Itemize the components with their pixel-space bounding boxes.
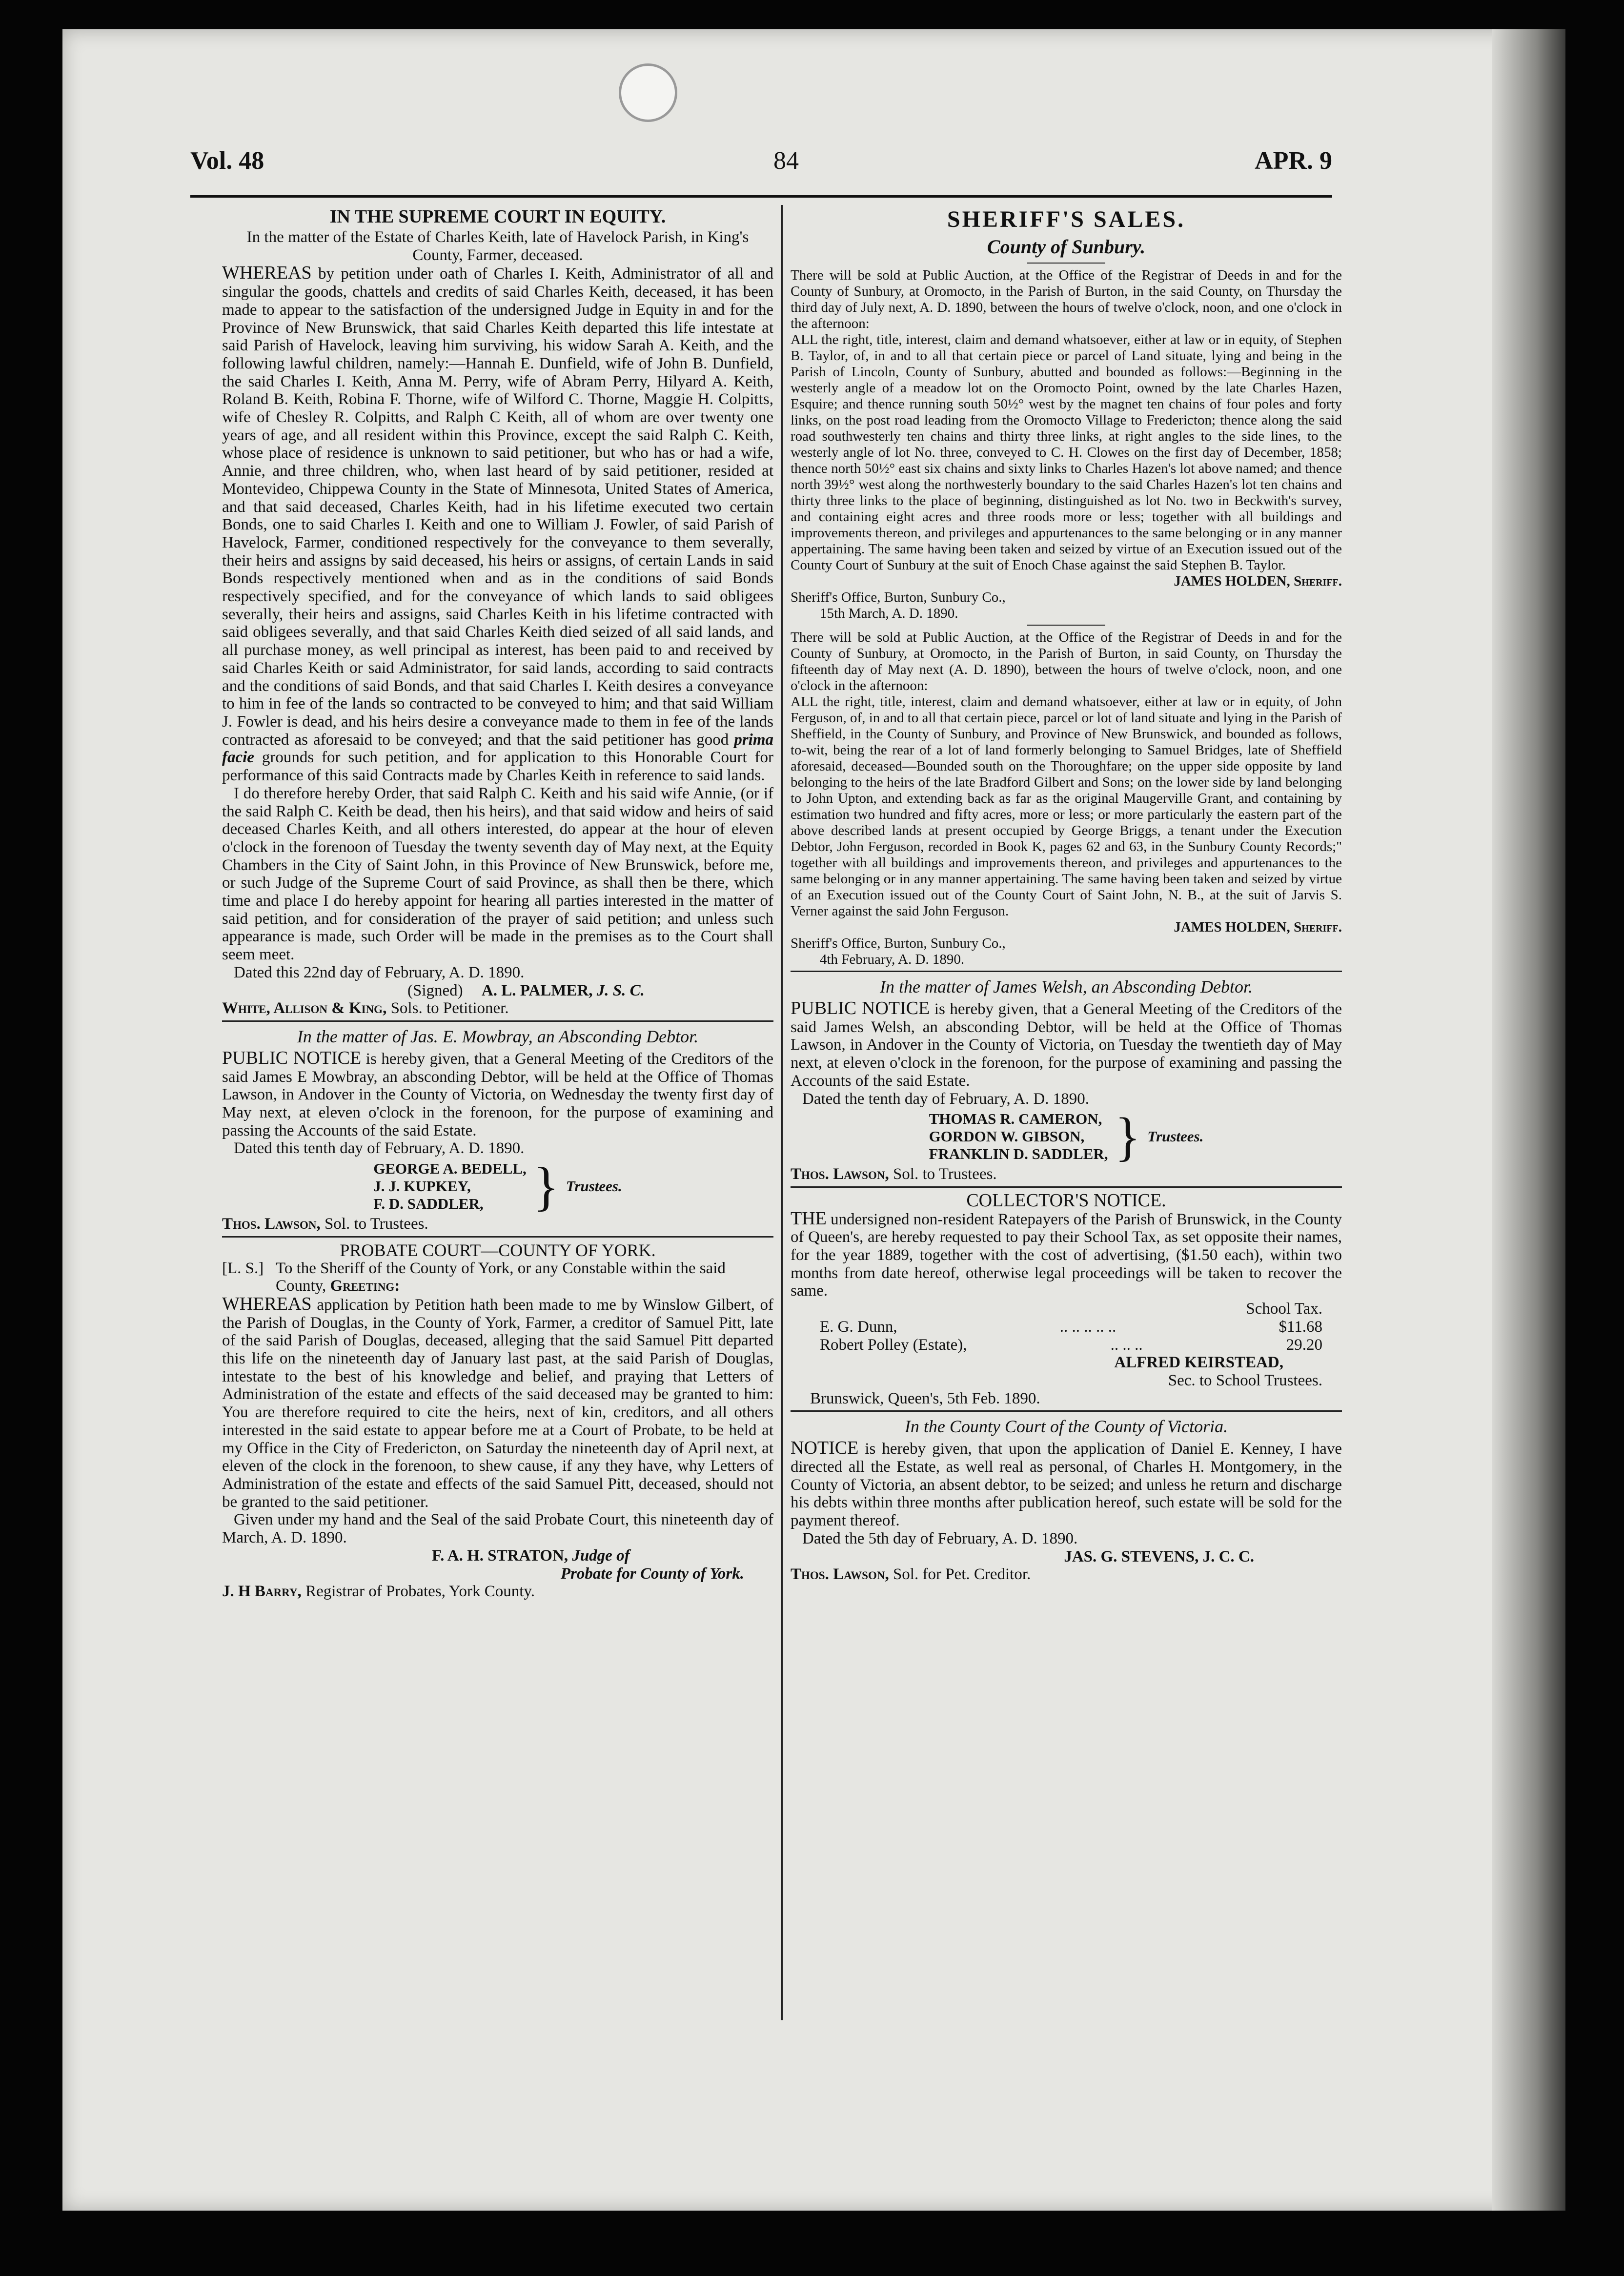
collector-notice (791, 1192, 1342, 1407)
victoria-notice (791, 1416, 1342, 1584)
mowbray-title: In the matter of Jas. E. Mowbray, an Absconding Debtor. (297, 1026, 699, 1046)
binding-hole (619, 63, 677, 122)
page-edge-shadow (1492, 29, 1565, 2211)
probate-registrar: J. H Barry, Registrar of Probates, York County. (222, 1583, 535, 1601)
tax-header: School Tax. (1246, 1300, 1322, 1318)
equity-title: IN THE SUPREME COURT IN EQUITY. (329, 206, 666, 227)
probate-body: WHEREAS application by Petition hath been made to me by Winslow Gilbert, of the Parish of Douglas, in the County of York, Farmer, a creditor of Samuel Pitt, late of the said Parish of Douglas, deceased, alleging that the said Samuel Pitt departed this life on the nineteenth day of January last past, at the said Parish of Douglas, intestate to the best of his knowledge and belief, and praying that Letters of Administration of the estate and effects of the said deceased may be granted to him: You are therefore required to cite the heirs, next of kin, creditors, and all others interested in the said estate to appear before me at a Court of Probate, to be held at my Office in the City of Fredericton, on Saturday the nineteenth day of April next, at eleven of the clock in the forenoon, to shew cause, if any they have, why Letters of Administration of the estate and effects of the said Samuel Pitt, deceased, should not be granted to the said petitioner. (222, 1293, 773, 1511)
mowbray-notice (222, 1026, 773, 1233)
mowbray-trustees: GEORGE A. BEDELL, J. J. KUPKEY, F. D. SADDLER, } Trustees. (373, 1157, 622, 1217)
county-heading: County of Sunbury. (987, 236, 1146, 258)
equity-body: WHEREAS by petition under oath of Charles I. Keith, Administrator of all and singular the goods, chattels and credits of said Charles Keith, deceased, it has been made to appear to the satisfaction of the undersigned Judge in Equity in and for the Province of New Brunswick, that said Charles Keith departed this life intestate at said Parish of Havelock, leaving him surviving, his widow Sarah A. Keith, and the following lawful children, namely:—Hannah E. Dunfield, wife of John B. Dunfield, the said Charles I. Keith, Anna M. Perry, wife of Abram Perry, Hilyard A. Keith, Roland B. Keith, Robina F. Thorne, wife of Wilford C. Thorne, Maggie H. Colpitts, wife of Chesley R. Colpitts, and Ralph C Keith, all of whom are over twenty one years of age, and all resident within this Province, except the said Ralph C. Keith, whose place of residence is unknown to said petitioner, but who has or had a wife, Annie, and three children, who, when last heard of by said petitioner, resided at Montevideo, Chippewa County in the State of Minnesota, United States of America, and that said deceased, Charles Keith, had in his lifetime executed two certain Bonds, one to said Charles I. Keith and one to William J. Fowler, of said Parish of Havelock, Farmer, conditioned respectively for the conveyance to them severally, their heirs and assigns by said deceased, his heirs or assigns, of certain Lands in said Bonds respectively mentioned when and as in the conditions of said Bonds respectively specified, and for the conveyance of which lands to said obligees severally, their heirs and assigns, said Charles Keith in his lifetime contracted with said obligees severally, and that said Charles Keith died seized of all said lands, and all purchase money, as well principal as interest, has been paid to and received by said Charles Keith or said Administrator, for said lands, according to said contracts and the conditions of said Bonds, and that said Charles I. Keith desires a conveyance to him in fee of the lands so contracted to be conveyed to him; and that said William J. Fowler is dead, and his heirs desire a conveyance made to them in fee of the lands contracted as aforesaid to be conveyed; and that the said petitioner has good prima facie grounds for such petition, and for application to this Honorable Court for performance of this said Contracts made by Charles Keith in reference to said lands. (222, 263, 773, 785)
divider (791, 1410, 1342, 1412)
sale2-office: Sheriff's Office, Burton, Sunbury Co., (791, 935, 1006, 951)
sale1-office: Sheriff's Office, Burton, Sunbury Co., (791, 589, 1006, 605)
victoria-title: In the County Court of the County of Victoria. (904, 1417, 1228, 1437)
tax-row: Robert Polley (Estate), .. .. .. 29.20 (820, 1336, 1322, 1354)
page-header (190, 146, 1332, 190)
equity-dated: Dated this 22nd day of February, A. D. 1890. (234, 963, 525, 981)
equity-lead: WHEREAS (222, 263, 312, 284)
probate-title: PROBATE COURT—COUNTY OF YORK. (340, 1240, 656, 1260)
mowbray-solicitor: Thos. Lawson, Sol. to Trustees. (222, 1215, 428, 1233)
brace-glyph: } (533, 1157, 559, 1217)
collector-place-date: Brunswick, Queen's, 5th Feb. 1890. (810, 1389, 1040, 1407)
column-divider (781, 205, 783, 2020)
victoria-dated: Dated the 5th day of February, A. D. 1890. (802, 1529, 1078, 1547)
victoria-solicitor: Thos. Lawson, Sol. for Pet. Creditor. (791, 1565, 1031, 1584)
equity-solicitors: White, Allison & King, Sols. to Petitioner. (222, 999, 509, 1017)
mowbray-dated: Dated this tenth day of February, A. D. 1890. (234, 1139, 525, 1158)
sale1-body: ALL the right, title, interest, claim and demand whatsoever, either at law or in equity, of Stephen B. Taylor, of, in and to all that certain piece or parcel of Land situate, lying and being in the Parish of Lincoln, County of Sunbury, abutted and bounded as follows:—Beginning in the westerly angle of a meadow lot on the Oromocto Point, owned by the late Charles Hazen, Esquire; and thence running south 50½° west by the magnet ten chains of four poles and forty links, on the post road leading from the Oromocto Village to Fredericton; thence along the said road southwesterly ten chains and thirty three links, at right angles to the side lines, to the westerly angle of lot No. three, conveyed to C. H. Clowes on the first day of December, 1858; thence north 50½° east six chains and sixty links to Charles Hazen's lot above named; and thence north 39½° west along the northwesterly boundary to the said Charles Hazen's lot ten chains and thirty three links to the place of beginning, distinguished as lot No. two in Beckwith's survey, and containing eight acres and three roods more or less; together with all buildings and improvements thereon, and privileges and appurtenances to the same belonging or in any manner appertaining. The same having been taken and seized by virtue of an Execution issued out of the County Court of Sunbury at the suit of Enoch Chase against the said Stephen B. Taylor. (791, 332, 1342, 573)
brace-glyph: } (1115, 1107, 1141, 1167)
probate-judge: F. A. H. STRATON, Judge of (432, 1546, 630, 1565)
divider (222, 1020, 773, 1022)
welsh-title: In the matter of James Welsh, an Absconding Debtor. (880, 977, 1253, 996)
probate-notice: PROBATE COURT—COUNTY OF YORK. [L. S.] To the Sheriff of the County of York, or any Constable within the said County, Greeting: WHEREAS application by Petition hath been made to me by Winslow Gilbert, of the Parish of Douglas, in the County of York, Farmer, a creditor of Samuel Pitt, late of the said Parish of Douglas, deceased, alleging that the said Samuel Pitt departed this life on the nineteenth day of January last past, at the said Parish of Douglas, intestate to the best of his knowledge and belief, and praying that Letters of Administration of the estate and effects of the said deceased may be granted to him: You are therefore required to cite the heirs, next of kin, creditors, and all others interested in the said estate to appear before me at a Court of Probate, to be held at my Office in the City of Fredericton, on Saturday the nineteenth day of April next, at eleven of the clock in the forenoon, to shew cause, if any they have, why Letters of Administration of the estate and effects of the said Samuel Pitt, deceased, should not be granted to the said petitioner. Given under my hand and the Seal of the said Probate Court, this nineteenth day of March, A. D. 1890. F. A. H. STRATON, Judge of Probate for County of York. J. H Barry, Registrar of Probates, York County. (222, 1240, 773, 1601)
probate-address: [L. S.] To the Sheriff of the County of York, or any Constable within the said County, Greeting: (222, 1259, 726, 1295)
equity-subtitle: In the matter of the Estate of Charles Keith, late of Havelock Parish, in King's County, Farmer, deceased. (246, 228, 749, 264)
equity-signature: (Signed) A. L. PALMER, J. S. C. (407, 981, 645, 999)
divider (791, 1186, 1342, 1188)
collector-title: COLLECTOR'S NOTICE. (966, 1190, 1166, 1211)
collector-role: Sec. to School Trustees. (1168, 1371, 1322, 1389)
collector-signer: ALFRED KEIRSTEAD, (1114, 1354, 1283, 1372)
issue-date: APR. 9 (1255, 147, 1332, 175)
right-column (791, 205, 1342, 2020)
sale2-body: ALL the right, title, interest, claim and demand whatsoever, either at law or in equity, of John Ferguson, of, in and to all that certain piece, parcel or lot of land situate and lying in the Parish of Sheffield, in the County of Sunbury, and Province of New Brunswick, and bounded as follows, to-wit, being the rear of a lot of land formerly belonging to Samuel Bridges, late of Sheffield aforesaid, deceased—Bounded south on the Thoroughfare; on the upper side opposite by land belonging to the heirs of the late Bradford Gilbert and Sons; on the lower side by land belonging to John Upton, and extending back as far as the original Maugerville Grant, and containing by estimation two hundred and fifty acres, more or less; or more particularly the eastern part of the above described lands at present occupied by George Briggs, a tenant under the Execution Debtor, John Ferguson, recorded in Book K, pages 62 and 63, in the Sunbury County Records;" together with all buildings and improvements thereon, and privileges and appurtenances to the same belonging or in any manner appertaining. The same having been taken and seized by virtue of an Execution issued out of the County Court of Saint John, N. B., at the suit of Jarvis S. Verner against the said John Ferguson. (791, 694, 1342, 919)
equity-order: I do therefore hereby Order, that said Ralph C. Keith and his said wife Annie, (or if the said Ralph C. Keith be dead, then his heirs), and that said widow and heirs of said deceased Charles Keith, and all others interested, do appear at the hour of eleven o'clock in the forenoon of Tuesday the twenty seventh day of May next, at the Equity Chambers in the City of Saint John, in this Province of New Brunswick, before me, or such Judge of the Supreme Court of said Province, as shall then be there, which time and place I do hereby appoint for hearing all parties interested in the matter of said petition, and for consideration of the prayer of said petition; and unless such appearance is made, such Order will be made in the premises as to the Court shall seem meet. (222, 784, 773, 964)
probate-given: Given under my hand and the Seal of the said Probate Court, this nineteenth day of March, A. D. 1890. (222, 1511, 773, 1547)
sale2-intro: There will be sold at Public Auction, at the Office of the Registrar of Deeds in and for the County of Sunbury, at Oromocto, in the Parish of Burton, in said County, on Thursday the fifteenth day of May next (A. D. 1890), between the hours of twelve o'clock, noon, and one o'clock in the afternoon: (791, 630, 1342, 693)
welsh-solicitor: Thos. Lawson, Sol. to Trustees. (791, 1165, 997, 1183)
left-column (222, 205, 773, 2020)
header-rule (190, 195, 1332, 198)
welsh-notice (791, 976, 1342, 1183)
volume-label: Vol. 48 (190, 147, 264, 175)
collector-body: THE undersigned non-resident Ratepayers of the Parish of Brunswick, in the County of Queen's, are hereby requested to pay their School Tax, as set opposite their names, for the year 1889, together with the cost of advertising, ($1.50 each), within two months from date hereof, otherwise legal proceedings will be taken to recover the same. (791, 1208, 1342, 1300)
sheriff-sales (791, 205, 1342, 968)
welsh-trustees: THOMAS R. CAMERON, GORDON W. GIBSON, FRANKLIN D. SADDLER, } Trustees. (929, 1107, 1204, 1167)
equity-notice (222, 205, 773, 1017)
divider (222, 1236, 773, 1238)
tax-row: E. G. Dunn, .. .. .. .. .. $11.68 (820, 1318, 1322, 1336)
sale1-intro: There will be sold at Public Auction, at the Office of the Registrar of Deeds in and for the County of Sunbury, at Oromocto, in the Parish of Burton, in the said County, on Thursday the third day of July next, A. D. 1890, between the hours of twelve o'clock, noon, and one o'clock in the afternoon: (791, 267, 1342, 331)
sheriff-title: SHERIFF'S SALES. (947, 206, 1186, 232)
mowbray-body: PUBLIC NOTICE is hereby given, that a General Meeting of the Creditors of the said James E Mowbray, an absconding Debtor, will be held at the Office of Thomas Lawson, in Andover in the County of Victoria, on Wednesday the twenty first day of May next, at eleven o'clock in the forenoon, for the purpose of examining and passing the Accounts of the said Estate. (222, 1047, 773, 1139)
victoria-body: NOTICE is hereby given, that upon the application of Daniel E. Kenney, I have directed all the Estate, as well real as personal, of Charles H. Montgomery, in the County of Victoria, an absent debtor, to be seized; and unless he return and discharge his debts within three months after publication hereof, such estate will be sold for the payment thereof. (791, 1438, 1342, 1530)
victoria-signer: JAS. G. STEVENS, J. C. C. (1064, 1547, 1254, 1565)
welsh-body: PUBLIC NOTICE is hereby given, that a General Meeting of the Creditors of the said James Welsh, an absconding Debtor, will be held at the Office of Thomas Lawson, in Andover in the County of Victoria, on Tuesday the twentieth day of May next, at eleven o'clock in the forenoon, for the purpose of examining and passing the Accounts of the said Estate. (791, 998, 1342, 1090)
welsh-dated: Dated the tenth day of February, A. D. 1890. (802, 1090, 1090, 1108)
divider (791, 971, 1342, 972)
sale2-sheriff: JAMES HOLDEN, Sheriff. (1174, 919, 1342, 935)
sale1-sheriff: JAMES HOLDEN, Sheriff. (1174, 573, 1342, 589)
sale2-date: 4th February, A. D. 1890. (820, 952, 965, 967)
page-number: 84 (773, 147, 799, 175)
sale1-date: 15th March, A. D. 1890. (820, 606, 958, 621)
